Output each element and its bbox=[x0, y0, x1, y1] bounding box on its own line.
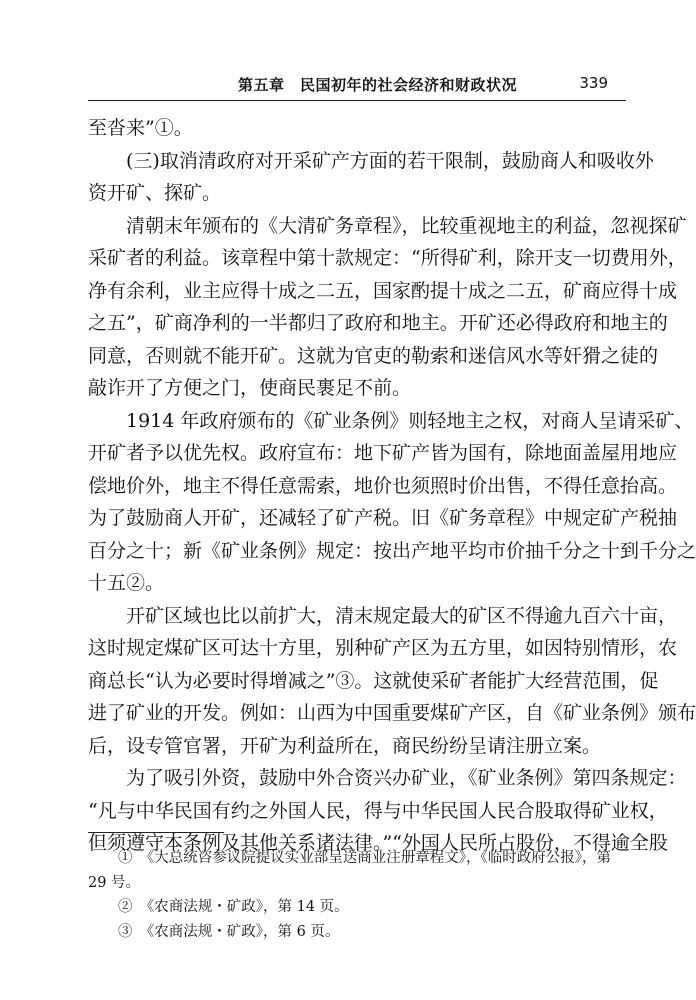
header-rule bbox=[88, 100, 626, 101]
footnote-line: ② 《农商法规・矿政》，第 14 页。 bbox=[118, 899, 349, 915]
text-line: 这时规定煤矿区可达十方里，别种矿产区为五方里，如因特别情形，农 bbox=[88, 637, 678, 659]
text-line: (三)取消清政府对开采矿产方面的若干限制，鼓励商人和吸收外 bbox=[126, 149, 654, 172]
text-line: 采矿者的利益。该章程中第十款规定：“所得矿利，除开支一切费用外， bbox=[88, 247, 687, 269]
text-line: 进了矿业的开发。例如：山西为中国重要煤矿产区，自《矿业条例》颁布 bbox=[88, 702, 696, 724]
text-line: 十五②。 bbox=[88, 572, 165, 594]
page-number: 339 bbox=[579, 74, 608, 92]
footnote-line: 29 号。 bbox=[88, 874, 141, 891]
text-line: “凡与中华民国有约之外国人民，得与中华民国人民合股取得矿业权， bbox=[88, 799, 668, 822]
body-text bbox=[88, 112, 696, 860]
text-line: 但须遵守本条例及其他关系诸法律。”“外国人民所占股份，不得逾全股 bbox=[88, 832, 668, 854]
text-line: 净有余利，业主应得十成之二五，国家酌提十成之二五，矿商应得十成 bbox=[88, 279, 678, 302]
text-line: 资开矿、探矿。 bbox=[88, 182, 222, 204]
text-line: 至沓来”①。 bbox=[88, 117, 193, 139]
chapter-title: 第五章 民国初年的社会经济和财政状况 bbox=[238, 76, 518, 94]
text-line: 开矿者予以优先权。政府宣布：地下矿产皆为国有，除地面盖屋用地应 bbox=[88, 442, 678, 464]
text-line: 商总长“认为必要时得增减之”③。这就使采矿者能扩大经营范围，促 bbox=[88, 669, 659, 692]
text-line: 清朝末年颁布的《大清矿务章程》，比较重视地主的利益，忽视探矿 bbox=[126, 214, 687, 237]
text-line: 为了鼓励商人开矿，还减轻了矿产税。旧《矿务章程》中规定矿产税抽 bbox=[88, 507, 678, 529]
text-line: 1914 年政府颁布的《矿业条例》则轻地主之权，对商人呈请采矿、 bbox=[126, 409, 694, 432]
footnote-line: ③ 《农商法规・矿政》，第 6 页。 bbox=[118, 923, 340, 940]
text-line: 敲诈开了方便之门，使商民裹足不前。 bbox=[88, 377, 412, 399]
footnote-line: ① 《大总统咨参议院提议实业部呈送商业注册章程文》，《临时政府公报》，第 bbox=[118, 850, 611, 866]
text-line: 同意，否则就不能开矿。这就为官吏的勒索和迷信风水等奸猾之徒的 bbox=[88, 344, 659, 367]
text-line: 后，设专管官署，开矿为利益所在，商民纷纷呈请注册立案。 bbox=[88, 734, 602, 757]
text-line: 之五”，矿商净利的一半都归了政府和地主。开矿还必得政府和地主的 bbox=[88, 312, 668, 334]
text-line: 偿地价外，地主不得任意需索，地价也须照时价出售，不得任意抬高。 bbox=[88, 474, 678, 497]
running-header bbox=[88, 72, 626, 96]
footnote-rule bbox=[88, 832, 224, 833]
footnotes bbox=[88, 846, 628, 944]
text-line: 为了吸引外资，鼓励中外合资兴办矿业，《矿业条例》第四条规定： bbox=[126, 767, 687, 789]
text-line: 百分之十；新《矿业条例》规定：按出产地平均市价抽千分之十到千分之 bbox=[88, 539, 696, 562]
text-line: 开矿区域也比以前扩大，清末规定最大的矿区不得逾九百六十亩， bbox=[126, 604, 678, 627]
